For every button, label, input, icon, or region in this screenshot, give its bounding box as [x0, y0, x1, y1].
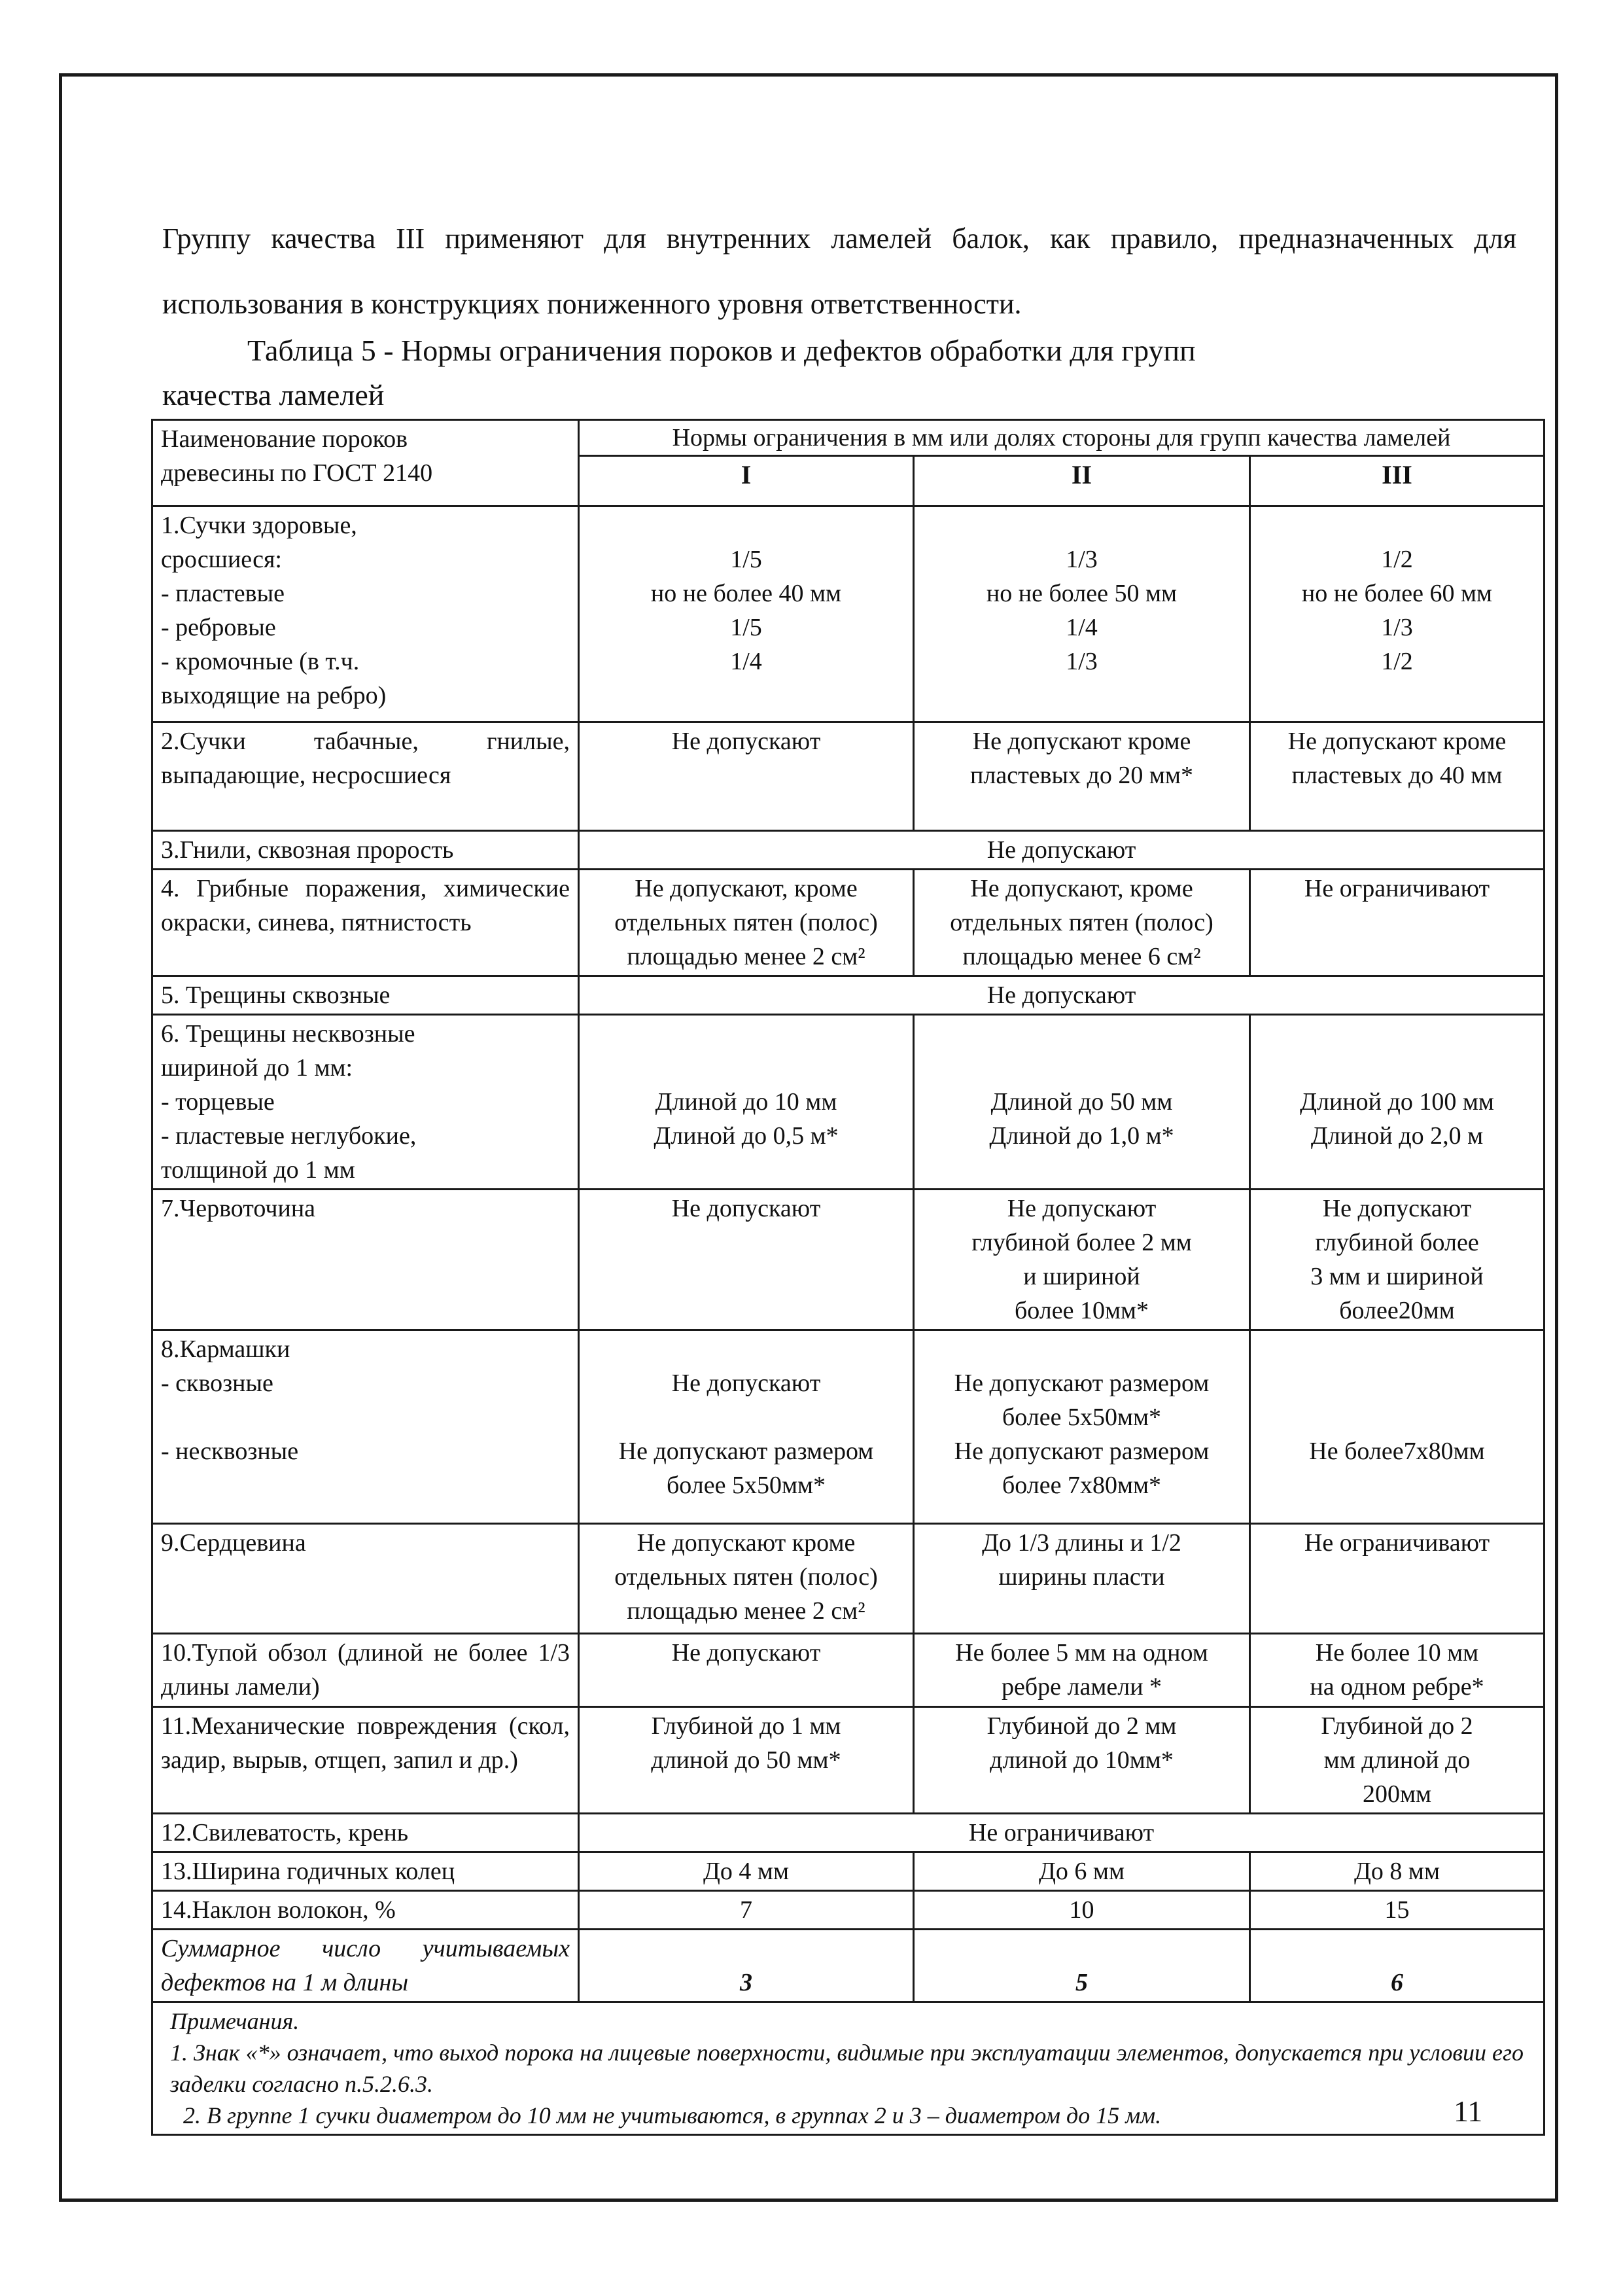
norm-group-III: Не допускают глубиной более 3 мм и шириной более20мм: [1250, 1190, 1544, 1330]
norm-group-I: 7: [579, 1891, 914, 1930]
norm-group-I: До 4 мм: [579, 1852, 914, 1891]
norm-group-I: Глубиной до 1 мм длиной до 50 мм*: [579, 1707, 914, 1814]
norm-group-III: 1/2 но не более 60 мм 1/3 1/2: [1250, 506, 1544, 722]
norm-group-II: До 1/3 длины и 1/2 ширины пласти: [914, 1524, 1250, 1634]
norm-group-II: До 6 мм: [914, 1852, 1250, 1891]
norm-group-I: 3: [579, 1930, 914, 2002]
norm-group-II: Не допускают, кроме отдельных пятен (полос) площадью менее 6 см²: [914, 870, 1250, 976]
note-2: 2. В группе 1 сучки диаметром до 10 мм не учитываются, в группах 2 и 3 – диаметром до 15 мм.: [183, 2102, 1162, 2128]
header-norms: Нормы ограничения в мм или долях стороны для групп качества ламелей: [579, 420, 1544, 456]
norm-group-III: Глубиной до 2 мм длиной до 200мм: [1250, 1707, 1544, 1814]
norm-group-I: Не допускают, кроме отдельных пятен (полос) площадью менее 2 см²: [579, 870, 914, 976]
notes-title: Примечания.: [170, 2008, 300, 2034]
defect-name: 9.Сердцевина: [152, 1524, 579, 1634]
norm-group-II: 5: [914, 1930, 1250, 2002]
defect-name: 3.Гнили, сквозная прорость: [152, 831, 579, 870]
norm-group-III: Не ограничивают: [1250, 870, 1544, 976]
intro-paragraph: Группу качества III применяют для внутренних ламелей балок, как правило, предназначенных для использования в конструкциях пониженного уровня ответственности.: [162, 222, 1516, 320]
defect-name: 2.Сучки табачные, гнилые, выпадающие, несросшиеся: [152, 722, 579, 831]
table-caption-line-2: качества ламелей: [162, 378, 385, 412]
table-row: [152, 1330, 1544, 1524]
norm-group-II: 10: [914, 1891, 1250, 1930]
table-row: [152, 831, 1544, 870]
table-notes: [152, 2002, 1544, 2135]
norm-group-I: Не допускают: [579, 1190, 914, 1330]
norm-group-III: 15: [1250, 1891, 1544, 1930]
table-row: [152, 1707, 1544, 1814]
norm-group-II: Не допускают глубиной более 2 мм и шириной более 10мм*: [914, 1190, 1250, 1330]
norm-group-III: 6: [1250, 1930, 1544, 2002]
defect-name: 4. Грибные поражения, химические окраски, синева, пятнистость: [152, 870, 579, 976]
table-row: [152, 1634, 1544, 1707]
norm-group-III: Не допускают кроме пластевых до 40 мм: [1250, 722, 1544, 831]
norm-group-I: Не допускают Не допускают размером более 5х50мм*: [579, 1330, 914, 1524]
table-row: [152, 506, 1544, 722]
note-1: 1. Знак «*» означает, что выход порока на лицевые поверхности, видимые при эксплуатации элементов, допускается при условии его заделки согласно п.5.2.6.3.: [170, 2040, 1524, 2097]
table-caption-line-1: Таблица 5 - Нормы ограничения пороков и дефектов обработки для групп: [247, 334, 1196, 367]
norm-group-III: Длиной до 100 мм Длиной до 2,0 м: [1250, 1015, 1544, 1190]
defect-name: 14.Наклон волокон, %: [152, 1891, 579, 1930]
table-row: [152, 1015, 1544, 1190]
defect-name: 5. Трещины сквозные: [152, 976, 579, 1015]
table-row: [152, 976, 1544, 1015]
defects-norms-table: [151, 419, 1545, 2136]
norm-group-III: До 8 мм: [1250, 1852, 1544, 1891]
page-number: 11: [1454, 2094, 1483, 2128]
norm-group-II: 1/3 но не более 50 мм 1/4 1/3: [914, 506, 1250, 722]
table-row-total: [152, 1930, 1544, 2002]
norm-group-I: Длиной до 10 мм Длиной до 0,5 м*: [579, 1015, 914, 1190]
group-II: II: [914, 456, 1250, 506]
table-row: [152, 1524, 1544, 1634]
norm-group-II: Длиной до 50 мм Длиной до 1,0 м*: [914, 1015, 1250, 1190]
norm-all-groups: Не допускают: [579, 831, 1544, 870]
header-defect-name: Наименование пороков древесины по ГОСТ 2140: [152, 420, 579, 506]
table-notes-row: [152, 2002, 1544, 2135]
defect-name: Суммарное число учитываемых дефектов на 1 м длины: [152, 1930, 579, 2002]
defect-name: 6. Трещины несквозные шириной до 1 мм: - торцевые - пластевые неглубокие, толщиной до 1 мм: [152, 1015, 579, 1190]
table-row: [152, 870, 1544, 976]
norm-group-I: Не допускают: [579, 722, 914, 831]
table-row: [152, 1891, 1544, 1930]
norm-group-III: Не более7х80мм: [1250, 1330, 1544, 1524]
defect-name: 7.Червоточина: [152, 1190, 579, 1330]
defect-name: 11.Механические повреждения (скол, задир, вырыв, отщеп, запил и др.): [152, 1707, 579, 1814]
table-row: [152, 1814, 1544, 1852]
norm-group-I: Не допускают: [579, 1634, 914, 1707]
table-header-row: [152, 420, 1544, 456]
norm-group-II: Не допускают кроме пластевых до 20 мм*: [914, 722, 1250, 831]
group-I: I: [579, 456, 914, 506]
norm-group-II: Не допускают размером более 5х50мм* Не допускают размером более 7х80мм*: [914, 1330, 1250, 1524]
table-row: [152, 1852, 1544, 1891]
table-row: [152, 722, 1544, 831]
norm-group-II: Не более 5 мм на одном ребре ламели *: [914, 1634, 1250, 1707]
defect-name: 13.Ширина годичных колец: [152, 1852, 579, 1891]
norm-group-I: 1/5 но не более 40 мм 1/5 1/4: [579, 506, 914, 722]
defect-name: 10.Тупой обзол (длиной не более 1/3 длины ламели): [152, 1634, 579, 1707]
norm-group-III: Не более 10 мм на одном ребре*: [1250, 1634, 1544, 1707]
defect-name: 12.Свилеватость, крень: [152, 1814, 579, 1852]
defect-name: 8.Кармашки - сквозные - несквозные: [152, 1330, 579, 1524]
norm-all-groups: Не ограничивают: [579, 1814, 1544, 1852]
norm-all-groups: Не допускают: [579, 976, 1544, 1015]
defect-name: 1.Сучки здоровые, сросшиеся: - пластевые - ребровые - кромочные (в т.ч. выходящие на ребро): [152, 506, 579, 722]
table-row: [152, 1190, 1544, 1330]
norm-group-III: Не ограничивают: [1250, 1524, 1544, 1634]
norm-group-II: Глубиной до 2 мм длиной до 10мм*: [914, 1707, 1250, 1814]
group-III: III: [1250, 456, 1544, 506]
norm-group-I: Не допускают кроме отдельных пятен (полос) площадью менее 2 см²: [579, 1524, 914, 1634]
